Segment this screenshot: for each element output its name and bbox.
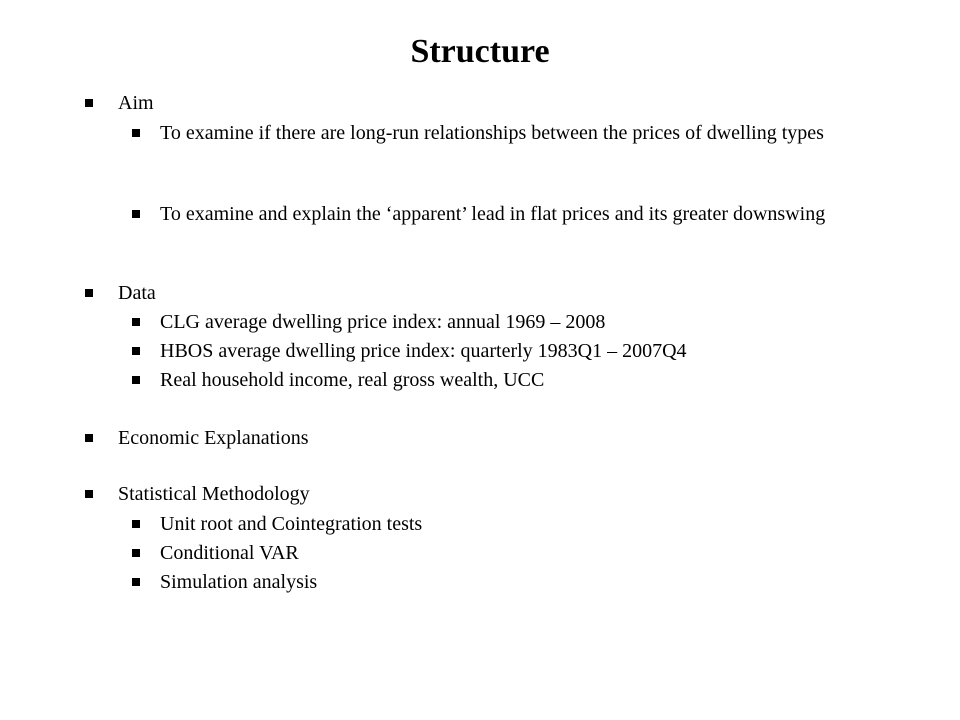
bullet-marker — [132, 578, 140, 586]
aim-item-flat-prices: To examine and explain the ‘apparent’ lead in flat prices and its greater downswing — [160, 203, 826, 225]
aim-item-long-run: To examine if there are long-run relationships between the prices of dwelling types — [160, 122, 824, 144]
method-item-unit-root: Unit root and Cointegration tests — [160, 513, 423, 535]
section-heading-aim: Aim — [118, 92, 154, 114]
bullet-marker — [132, 376, 140, 384]
data-item-hbos: HBOS average dwelling price index: quarterly 1983Q1 – 2007Q4 — [160, 340, 687, 362]
bullet-marker — [132, 347, 140, 355]
data-item-income: Real household income, real gross wealth, UCC — [160, 369, 545, 391]
bullet-marker — [85, 434, 93, 442]
bullet-marker — [85, 289, 93, 297]
bullet-marker — [132, 129, 140, 137]
section-heading-data: Data — [118, 282, 156, 304]
bullet-marker — [85, 490, 93, 498]
data-item-clg: CLG average dwelling price index: annual 1969 – 2008 — [160, 311, 606, 333]
section-heading-statistical-methodology: Statistical Methodology — [118, 483, 310, 505]
bullet-marker — [132, 318, 140, 326]
bullet-marker — [132, 210, 140, 218]
bullet-marker — [132, 520, 140, 528]
slide-title: Structure — [410, 33, 550, 70]
method-item-conditional-var: Conditional VAR — [160, 542, 299, 564]
section-heading-economic-explanations: Economic Explanations — [118, 427, 309, 449]
bullet-marker — [132, 549, 140, 557]
bullet-marker — [85, 99, 93, 107]
method-item-simulation: Simulation analysis — [160, 571, 318, 593]
